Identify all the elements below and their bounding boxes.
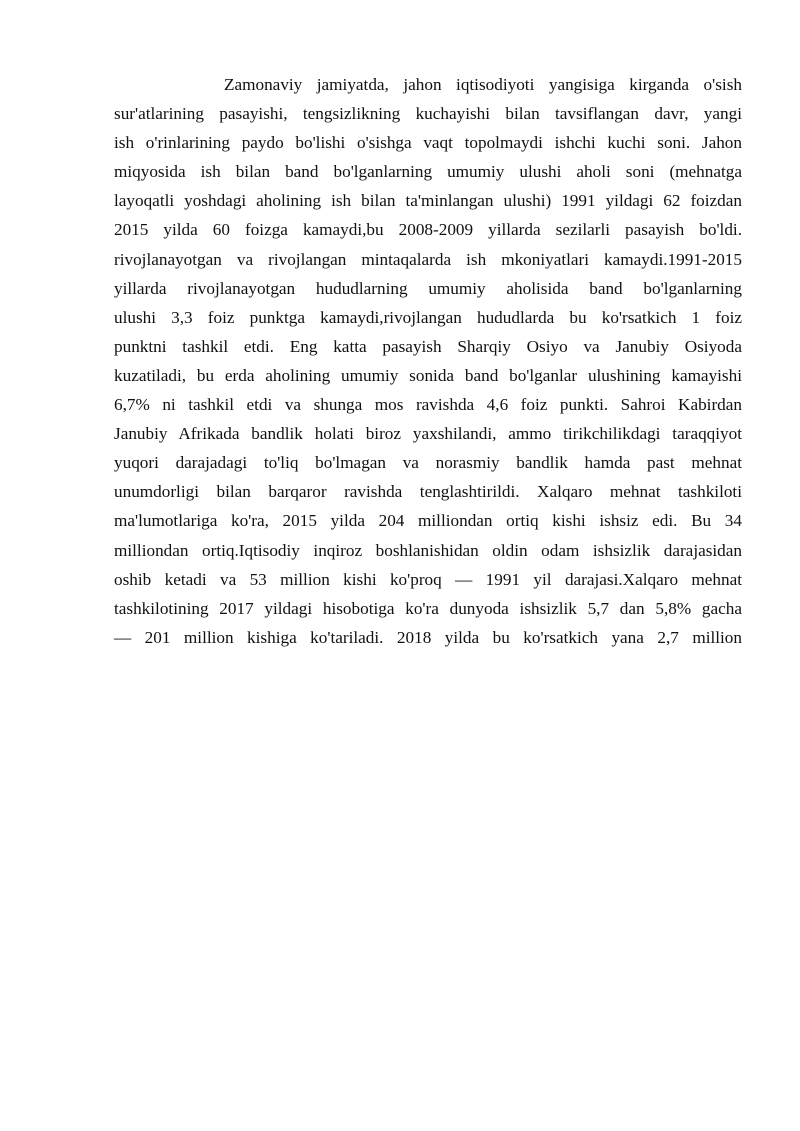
paragraph-line-6: 2015 yilda 60 foizga kamaydi,bu 2008-2009 yillarda sezilarli pasayish bo'ldi. [114,220,742,240]
paragraph-line-5: layoqatli yoshdagi aholining ish bilan ta'minlangan ulushi) 1991 yildagi 62 foizdan [114,191,742,211]
paragraph-line-18: oshib ketadi va 53 million kishi ko'proq — 1991 yil darajasi.Xalqaro mehnat [114,569,742,589]
paragraph-line-19: tashkilotining 2017 yildagi hisobotiga ko'ra dunyoda ishsizlik 5,7 dan 5,8% gacha [114,598,742,618]
body-paragraph [114,70,742,652]
paragraph-line-1: Zamonaviy jamiyatda, jahon iqtisodiyoti yangisiga kirganda o'sish [224,75,742,94]
paragraph-line-17: milliondan ortiq.Iqtisodiy inqiroz boshlanishidan oldin odam ishsizlik darajasidan [114,540,742,560]
paragraph-line-3: ish o'rinlarining paydo bo'lishi o'sishga vaqt topolmaydi ishchi kuchi soni. Jahon [114,133,742,153]
paragraph-line-13: Janubiy Afrikada bandlik holati biroz yaxshilandi, ammo tirikchilikdagi taraqqiyot [114,424,742,444]
paragraph-line-2: sur'atlarining pasayishi, tengsizlikning kuchayishi bilan tavsiflangan davr, yangi [114,104,742,124]
paragraph-line-16: ma'lumotlariga ko'ra, 2015 yilda 204 milliondan ortiq kishi ishsiz edi. Bu 34 [114,511,742,531]
paragraph-line-8: yillarda rivojlanayotgan hududlarning umumiy aholisida band bo'lganlarning [114,278,742,298]
paragraph-line-11: kuzatiladi, bu erda aholining umumiy sonida band bo'lganlar ulushining kamayishi [114,365,742,385]
paragraph-line-20: — 201 million kishiga ko'tariladi. 2018 yilda bu ko'rsatkich yana 2,7 million [114,627,742,647]
paragraph-line-4: miqyosida ish bilan band bo'lganlarning umumiy ulushi aholi soni (mehnatga [114,162,742,182]
paragraph-line-14: yuqori darajadagi to'liq bo'lmagan va norasmiy bandlik hamda past mehnat [114,453,742,473]
paragraph-line-15: unumdorligi bilan barqaror ravishda tenglashtirildi. Xalqaro mehnat tashkiloti [114,482,742,502]
paragraph-line-9: ulushi 3,3 foiz punktga kamaydi,rivojlangan hududlarda bu ko'rsatkich 1 foiz [114,307,742,327]
paragraph-line-10: punktni tashkil etdi. Eng katta pasayish Sharqiy Osiyo va Janubiy Osiyoda [114,336,742,356]
paragraph-line-7: rivojlanayotgan va rivojlangan mintaqalarda ish mkoniyatlari kamaydi.1991-2015 [114,249,742,269]
paragraph-line-12: 6,7% ni tashkil etdi va shunga mos ravishda 4,6 foiz punkti. Sahroi Kabirdan [114,395,742,415]
